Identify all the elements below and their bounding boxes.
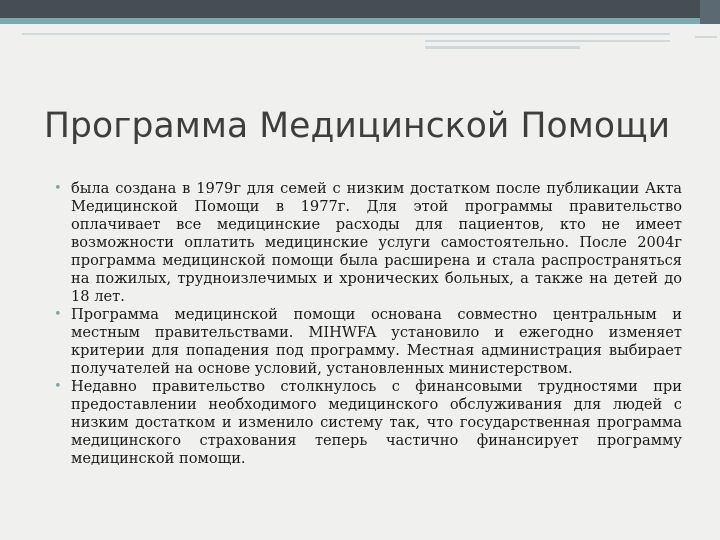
- bullet-item: [54, 180, 682, 306]
- decor-line: [425, 46, 580, 49]
- bullet-icon: •: [54, 307, 62, 322]
- decor-line: [425, 40, 670, 42]
- bullet-item: [54, 306, 682, 378]
- bullet-icon: •: [54, 379, 62, 394]
- bullet-item: [54, 378, 682, 468]
- bullet-text: Программа медицинской помощи основана совместно центральным и местным правительствами. MIHWFA установило и ежегодно изменяет критерии для попадения под программу. Местная администрация выбирает получателей на основе условий, установленных министерством.: [71, 306, 682, 377]
- bullet-text: была создана в 1979г для семей с низким достатком после публикации Акта Медицинской Помощи в 1977г. Для этой программы правительство оплачивает все медицинские расходы для пациентов, кто не имеет возможности оплатить медицинские услуги самостоятельно. После 2004г программа медицинской помощи была расширена и стала распространяться на пожилых, трудноизлечимых и хронических больных, а также на детей до 18 лет.: [71, 180, 682, 305]
- slide-title: Программа Медицинской Помощи: [44, 106, 671, 146]
- bullet-icon: •: [54, 181, 62, 196]
- decor-line: [695, 36, 717, 38]
- header-corner-block: [700, 0, 720, 24]
- header-dark-bar: [0, 0, 720, 18]
- bullet-text: Недавно правительство столкнулось с финансовыми трудностями при предоставлении необходимого медицинского обслуживания для людей с низким достатком и изменило систему так, что государственная программа медицинского страхования теперь частично финансирует программу медицинской помощи.: [71, 378, 682, 467]
- bullet-list: [54, 180, 682, 468]
- decor-line: [22, 33, 670, 35]
